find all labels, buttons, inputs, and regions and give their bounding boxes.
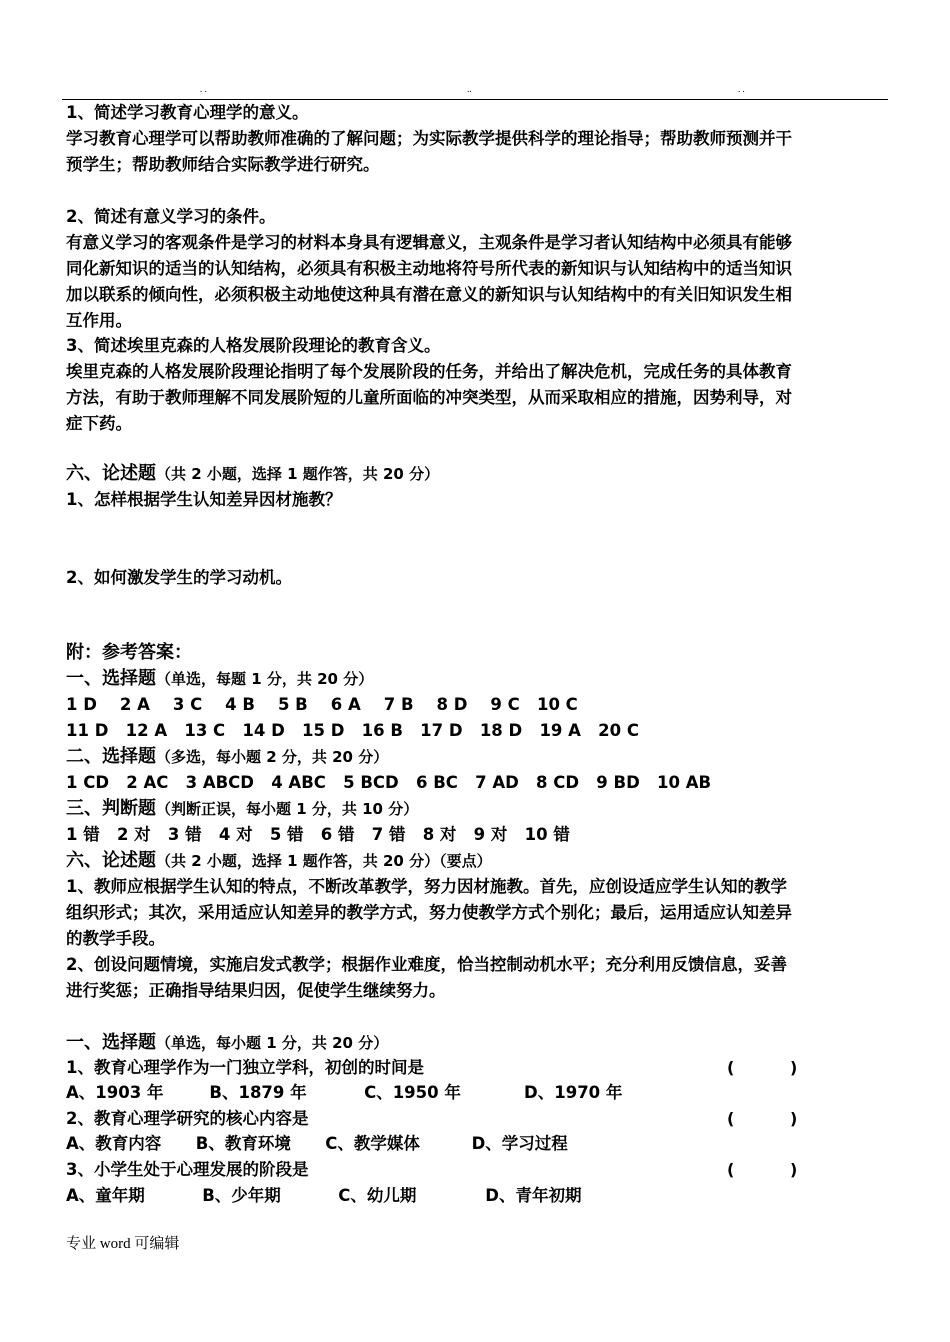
section-title: 一、选择题 — [66, 668, 156, 689]
text-line — [66, 256, 792, 282]
line-text: 学习教育心理学可以帮助教师准确的了解问题；为实际教学提供科学的理论指导；帮助教师预测并干 — [66, 129, 792, 148]
section-title: 三、判断题 — [66, 798, 156, 819]
text-line — [66, 126, 792, 152]
header-mark-right: . . — [738, 84, 745, 94]
text-line — [66, 385, 792, 411]
section-heading — [66, 666, 373, 692]
line-text: 方法，有助于教师理解不同发展阶短的儿童所面临的冲突类型，从而采取相应的措施，因势利导，对 — [66, 388, 792, 407]
section-title: 附：参考答案： — [66, 642, 192, 663]
page-footer: 专业 word 可编辑 — [66, 1236, 180, 1252]
line-text: 3、简述埃里克森的人格发展阶段理论的教育含义。 — [66, 336, 441, 355]
section-subtitle: （共 2 小题，选择 1 题作答，共 20 分） — [156, 465, 440, 483]
line-text: 组织形式；其次，采用适应认知差异的教学方式，努力使教学方式个别化；最后，运用适应认知差异 — [66, 903, 792, 922]
section-heading — [66, 744, 388, 770]
line-text: 1、教师应根据学生认知的特点，不断改革教学，努力因材施教。首先，应创设适应学生认知的教学 — [66, 877, 787, 896]
text-line — [66, 487, 341, 513]
line-text: 2、创设问题情境，实施启发式教学；根据作业难度，恰当控制动机水平；充分利用反馈信息，妥善 — [66, 955, 787, 974]
text-line — [66, 718, 639, 744]
section-heading — [66, 640, 192, 666]
text-line — [66, 282, 792, 308]
line-text: 的教学手段。 — [66, 929, 165, 948]
line-text: 1、怎样根据学生认知差异因材施教？ — [66, 490, 342, 509]
line-text: 1 D 2 A 3 C 4 B 5 B 6 A 7 B 8 D 9 C 10 C — [66, 695, 578, 714]
line-text: 加以联系的倾向性，必须积极主动地使这种具有潜在意义的新知识与认知结构中的有关旧知识发生相 — [66, 285, 792, 304]
line-text: 11 D 12 A 13 C 14 D 15 D 16 B 17 D 18 D 19 A 20 C — [66, 721, 639, 740]
section-subtitle: （共 2 小题，选择 1 题作答，共 20 分）（要点） — [156, 852, 492, 870]
text-line — [66, 1131, 568, 1157]
line-text: 2、简述有意义学习的条件。 — [66, 207, 276, 226]
text-line — [66, 152, 380, 178]
answer-blank: ( ) — [727, 1160, 798, 1179]
text-line — [66, 1106, 308, 1132]
section-subtitle: （判断正误，每小题 1 分，共 10 分） — [156, 800, 419, 818]
line-text: 2、教育心理学研究的核心内容是 — [66, 1109, 309, 1128]
section-title: 一、选择题 — [66, 1032, 156, 1053]
line-text: 2、如何激发学生的学习动机。 — [66, 568, 292, 587]
answer-blank: ( ) — [727, 1109, 798, 1128]
text-line — [66, 230, 792, 256]
section-heading — [66, 796, 418, 822]
line-text: 预学生；帮助教师结合实际教学进行研究。 — [66, 155, 380, 174]
text-line — [66, 411, 132, 437]
header-mark-left: . . — [200, 84, 207, 94]
line-text: 进行奖惩；正确指导结果归因，促使学生继续努力。 — [66, 981, 446, 1000]
line-text: 1 错 2 对 3 错 4 对 5 错 6 错 7 错 8 对 9 对 10 错 — [66, 825, 570, 844]
section-heading — [66, 461, 439, 487]
line-text: A、1903 年 B、1879 年 C、1950 年 D、1970 年 — [66, 1083, 623, 1102]
line-text: 3、小学生处于心理发展的阶段是 — [66, 1160, 309, 1179]
text-line — [66, 204, 275, 230]
line-text: A、童年期 B、少年期 C、幼儿期 D、青年初期 — [66, 1186, 582, 1205]
text-line — [66, 874, 787, 900]
text-line — [66, 978, 446, 1004]
line-text: 同化新知识的适当的认知结构，必须具有积极主动地将符号所代表的新知识与认知结构中的适当知识 — [66, 259, 792, 278]
text-line — [66, 1157, 308, 1183]
section-heading — [66, 1030, 388, 1056]
text-line — [66, 100, 308, 126]
text-line — [66, 565, 292, 591]
text-line — [66, 333, 440, 359]
section-title: 六、论述题 — [66, 850, 156, 871]
line-text: 有意义学习的客观条件是学习的材料本身具有逻辑意义，主观条件是学习者认知结构中必须具有能够 — [66, 233, 792, 252]
line-text: A、教育内容 B、教育环境 C、教学媒体 D、学习过程 — [66, 1134, 568, 1153]
line-text: 埃里克森的人格发展阶段理论指明了每个发展阶段的任务，并给出了解决危机，完成任务的具体教育 — [66, 362, 792, 381]
text-line — [66, 1183, 581, 1209]
section-heading — [66, 848, 492, 874]
text-line — [66, 359, 792, 385]
text-line — [66, 308, 132, 334]
section-title: 六、论述题 — [66, 463, 156, 484]
section-subtitle: （单选，每小题 1 分，共 20 分） — [156, 1034, 389, 1052]
line-text: 症下药。 — [66, 414, 132, 433]
header-mark-mid: .. — [467, 84, 472, 94]
answer-blank: ( ) — [727, 1058, 798, 1077]
text-line — [66, 770, 711, 796]
text-line — [66, 952, 787, 978]
section-subtitle: （单选，每题 1 分，共 20 分） — [156, 670, 374, 688]
text-line — [66, 926, 165, 952]
text-line — [66, 1055, 424, 1081]
line-text: 1、教育心理学作为一门独立学科，初创的时间是 — [66, 1058, 424, 1077]
section-title: 二、选择题 — [66, 746, 156, 767]
line-text: 1、简述学习教育心理学的意义。 — [66, 103, 309, 122]
text-line — [66, 692, 578, 718]
line-text: 1 CD 2 AC 3 ABCD 4 ABC 5 BCD 6 BC 7 AD 8 CD 9 BD 10 AB — [66, 773, 712, 792]
line-text: 互作用。 — [66, 311, 132, 330]
text-line — [66, 900, 792, 926]
text-line — [66, 822, 570, 848]
section-subtitle: （多选，每小题 2 分，共 20 分） — [156, 748, 389, 766]
text-line — [66, 1080, 622, 1106]
